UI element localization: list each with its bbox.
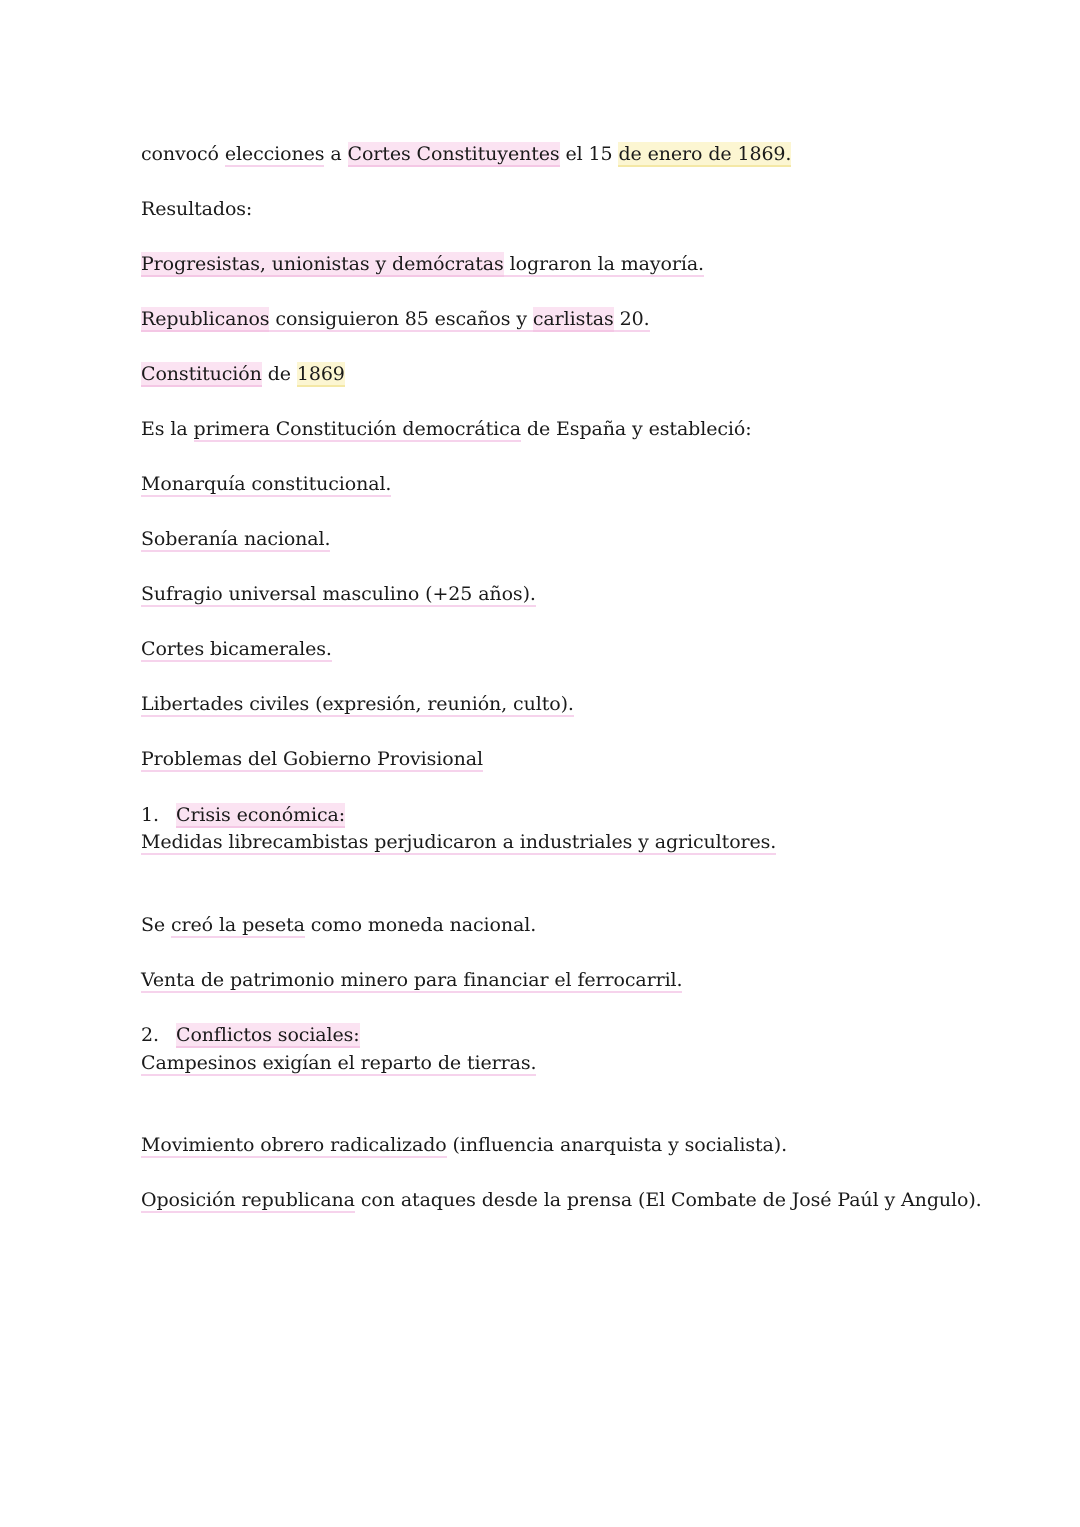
text-run: de España y estableció: [520,418,752,440]
highlighted-text: Movimiento obrero radicalizado [141,1134,447,1156]
highlighted-text: carlistas [532,308,614,330]
list-item [141,526,330,552]
highlighted-text: Conflictos sociales: [176,1024,360,1046]
text-run: a [324,143,348,165]
list-number: 1. [141,804,159,826]
highlighted-text: 1869 [296,363,345,385]
section-heading-problemas [141,746,483,772]
highlighted-text: Soberanía nacional. [141,528,331,550]
highlighted-text: Constitución [141,363,262,385]
highlighted-text: Campesinos exigían el reparto de tierras. [141,1052,537,1074]
text-line-18 [141,1050,536,1076]
text-line-16 [141,967,682,993]
highlighted-text: elecciones [224,143,325,165]
text-line-20 [141,1187,982,1213]
highlighted-text: consiguieron 85 escaños y [269,308,533,330]
highlighted-text: Progresistas, unionistas y demócratas [141,253,504,275]
highlighted-text: Venta de patrimonio minero para financiar el ferrocarril. [141,969,683,991]
text-run: convocó [141,143,225,165]
highlighted-text: Oposición republicana [141,1189,355,1211]
text-run: (influencia anarquista y socialista). [446,1134,788,1156]
text-run: Resultados: [141,198,253,220]
highlighted-text: de enero de 1869. [618,143,792,165]
text-line-3 [141,251,704,277]
text-run: de [261,363,297,385]
highlighted-text: Cortes Constituyentes [347,143,560,165]
highlighted-text: Cortes bicamerales. [141,638,332,660]
highlighted-text: 20. [613,308,650,330]
numbered-heading-1 [141,802,345,828]
highlighted-text: primera Constitución democrática [193,418,521,440]
list-item [141,636,332,662]
numbered-heading-2 [141,1022,360,1048]
text-line-1 [141,141,791,167]
text-line-4 [141,306,650,332]
list-item [141,471,391,497]
text-run: Es la [141,418,194,440]
list-number: 2. [141,1024,159,1046]
text-line-2 [141,196,252,222]
list-item [141,691,574,717]
highlighted-text: creó la peseta [171,914,305,936]
section-heading-constitucion [141,361,345,387]
text-run: con ataques desde la prensa (El Combate de José Paúl y Angulo). [354,1189,982,1211]
highlighted-text: Monarquía constitucional. [141,473,392,495]
highlighted-text: Sufragio universal masculino (+25 años). [141,583,536,605]
text-line-14 [141,829,776,855]
text-line-15 [141,912,536,938]
highlighted-text: Republicanos [141,308,270,330]
text-run: el 15 [559,143,619,165]
list-item [141,581,536,607]
text-line-19 [141,1132,787,1158]
highlighted-text: Problemas del Gobierno Provisional [141,748,483,770]
highlighted-text: Crisis económica: [176,804,346,826]
text-run: Se [141,914,171,936]
text-line-6 [141,416,752,442]
highlighted-text: Medidas librecambistas perjudicaron a industriales y agricultores. [141,831,777,853]
highlighted-text: Libertades civiles (expresión, reunión, culto). [141,693,574,715]
text-run: como moneda nacional. [304,914,537,936]
highlighted-text: lograron la mayoría. [503,253,705,275]
